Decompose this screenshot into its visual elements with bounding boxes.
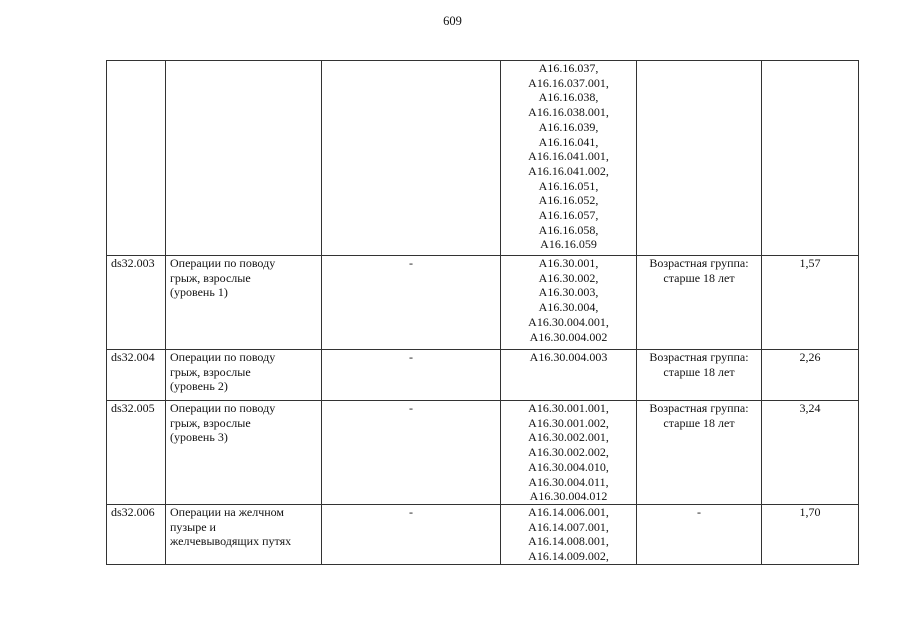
procedures-cell-line: A16.30.004,: [538, 300, 599, 315]
procedures-cell-line: A16.14.007.001,: [528, 519, 609, 534]
procedures-cell-line: A16.14.008.001,: [528, 534, 609, 549]
procedures-cell-line: A16.30.004.003: [529, 350, 608, 364]
criteria-cell: [637, 61, 762, 256]
procedures-cell-line: A16.16.058,: [538, 222, 599, 237]
procedures-cell-line: A16.16.059: [540, 237, 597, 252]
criteria-cell-line: Возрастная группа:: [649, 256, 749, 270]
drugs-cell-text: -: [409, 350, 413, 364]
procedures-cell-line: A16.16.037,: [538, 61, 599, 75]
procedures-cell-line: A16.30.004.002: [529, 329, 608, 344]
name-cell-line: желчевыводящих путях: [170, 534, 292, 549]
procedures-cell-line: A16.30.002.002,: [528, 445, 609, 460]
table-body: [107, 61, 859, 565]
coefficient-cell-text: 1,70: [799, 505, 821, 519]
coefficient-cell: [762, 256, 859, 350]
name-cell-line: грыж, взрослые: [170, 364, 251, 379]
coefficient-cell: [762, 61, 859, 256]
procedures-cell-line: A16.30.004.011,: [528, 474, 609, 489]
procedures-cell: [501, 61, 637, 256]
drugs-cell: [322, 61, 501, 256]
criteria-cell-line: Возрастная группа:: [649, 350, 749, 364]
procedures-cell-line: A16.16.052,: [538, 193, 599, 208]
procedures-cell-line: A16.16.038.001,: [528, 105, 609, 120]
procedures-cell-line: A16.30.001.001,: [528, 401, 609, 415]
code-cell: [107, 350, 166, 401]
procedures-cell-line: A16.16.039,: [538, 119, 599, 134]
criteria-cell-line: -: [697, 505, 701, 519]
name-cell: [166, 505, 322, 565]
procedures-cell-line: A16.30.004.001,: [528, 314, 609, 329]
coefficient-cell: [762, 505, 859, 565]
procedures-cell-line: A16.14.009.002,: [528, 549, 609, 564]
drugs-cell: [322, 505, 501, 565]
name-cell-line: грыж, взрослые: [170, 270, 251, 285]
name-cell-line: Операции на желчном: [170, 505, 285, 519]
procedures-cell-line: A16.16.037.001,: [528, 75, 609, 90]
name-cell-line: Операции по поводу: [170, 401, 276, 415]
procedures-cell-line: A16.30.004.012: [529, 489, 608, 504]
drugs-cell: [322, 401, 501, 505]
criteria-cell-line: старше 18 лет: [663, 364, 735, 379]
name-cell: [166, 401, 322, 505]
drugs-cell: [322, 256, 501, 350]
name-cell: [166, 61, 322, 256]
coefficient-cell: [762, 350, 859, 401]
name-cell: [166, 256, 322, 350]
name-cell-line: Операции по поводу: [170, 350, 276, 364]
code-cell-text: ds32.005: [111, 401, 155, 415]
criteria-cell: [637, 401, 762, 505]
coefficient-cell-text: 2,26: [799, 350, 821, 364]
criteria-cell: [637, 505, 762, 565]
name-cell-line: пузыре и: [170, 519, 216, 534]
criteria-cell-line: старше 18 лет: [663, 270, 735, 285]
procedures-cell-line: A16.16.041.001,: [528, 149, 609, 164]
code-cell: [107, 505, 166, 565]
procedures-cell-line: A16.30.003,: [538, 285, 599, 300]
name-cell-line: Операции по поводу: [170, 256, 276, 270]
code-cell-text: ds32.004: [111, 350, 155, 364]
coefficient-cell-text: 1,57: [799, 256, 821, 270]
procedures-cell-line: A16.16.041.002,: [528, 163, 609, 178]
procedures-cell-line: A16.14.006.001,: [528, 505, 609, 519]
procedures-cell-line: A16.30.004.010,: [528, 459, 609, 474]
code-cell: [107, 61, 166, 256]
table-row: [107, 256, 859, 350]
criteria-cell-line: Возрастная группа:: [649, 401, 749, 415]
criteria-cell-line: старше 18 лет: [663, 415, 735, 430]
procedures-cell-line: A16.30.002,: [538, 270, 599, 285]
drugs-cell: [322, 350, 501, 401]
procedures-cell-line: A16.16.051,: [538, 178, 599, 193]
name-cell-line: (уровень 2): [170, 379, 228, 394]
drugs-cell-text: -: [409, 505, 413, 519]
code-cell: [107, 256, 166, 350]
table-row: [107, 505, 859, 565]
table-row: [107, 61, 859, 256]
table-row: [107, 401, 859, 505]
drugs-cell-text: -: [409, 401, 413, 415]
name-cell-line: (уровень 3): [170, 430, 228, 445]
procedures-cell-line: A16.30.002.001,: [528, 430, 609, 445]
name-cell-line: грыж, взрослые: [170, 415, 251, 430]
page-number: 609: [443, 14, 462, 28]
procedures-cell: [501, 256, 637, 350]
coefficient-cell: [762, 401, 859, 505]
code-cell-text: ds32.006: [111, 505, 155, 519]
procedures-cell: [501, 350, 637, 401]
code-cell: [107, 401, 166, 505]
criteria-cell: [637, 350, 762, 401]
procedures-cell-line: A16.30.001,: [538, 256, 599, 270]
procedures-cell-line: A16.30.001.002,: [528, 415, 609, 430]
coefficient-cell-text: 3,24: [799, 401, 821, 415]
procedures-cell: [501, 505, 637, 565]
criteria-cell: [637, 256, 762, 350]
tariff-table: [106, 60, 859, 565]
code-cell-text: ds32.003: [111, 256, 155, 270]
name-cell: [166, 350, 322, 401]
procedures-cell-line: A16.16.057,: [538, 208, 599, 223]
name-cell-line: (уровень 1): [170, 285, 228, 300]
procedures-cell-line: A16.16.041,: [538, 134, 599, 149]
drugs-cell-text: -: [409, 256, 413, 270]
procedures-cell-line: A16.16.038,: [538, 90, 599, 105]
procedures-cell: [501, 401, 637, 505]
table-row: [107, 350, 859, 401]
